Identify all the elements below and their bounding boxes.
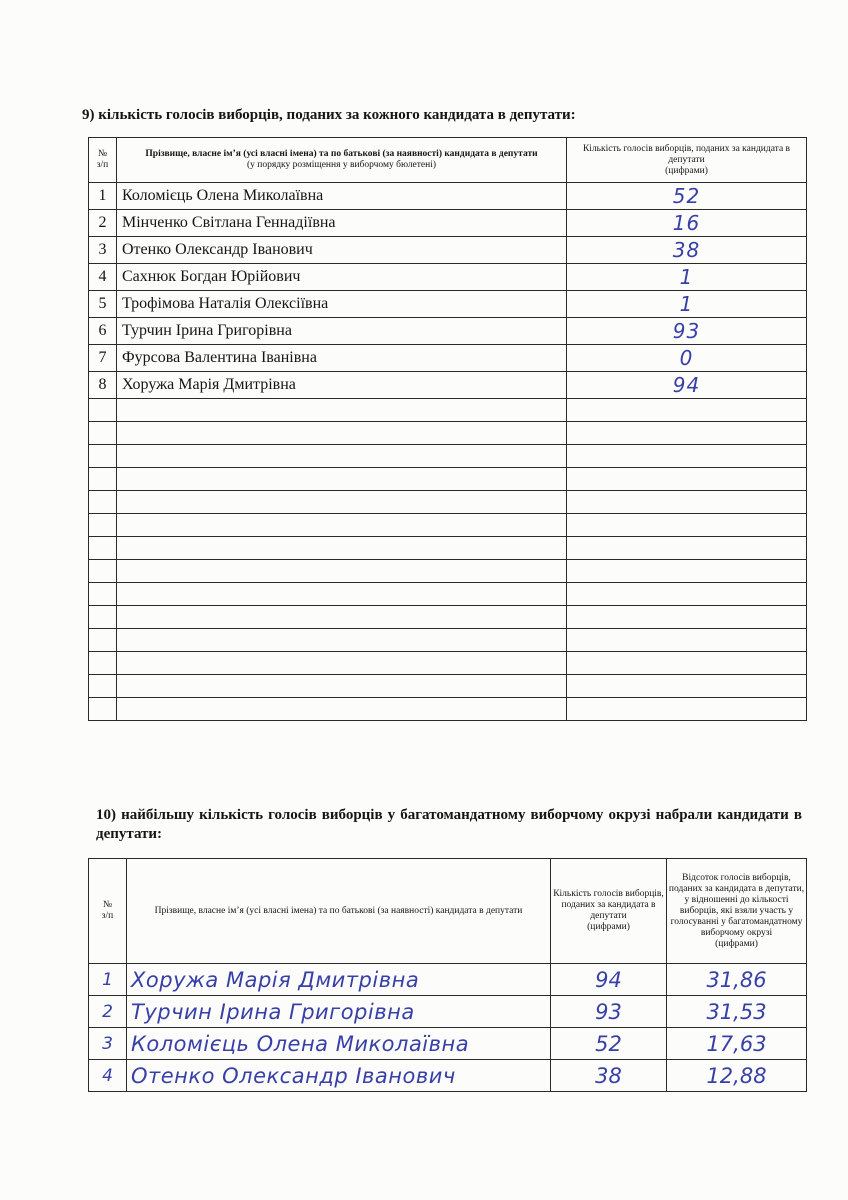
empty-table-row [89,491,807,514]
empty-cell [89,468,117,491]
empty-table-row [89,514,807,537]
table-row [89,264,807,291]
empty-cell [567,468,807,491]
row-number: 1 [89,964,127,996]
table-header-row [89,138,807,183]
row-number: 3 [89,237,117,264]
candidate-name: Турчин Ірина Григорівна [127,996,551,1028]
candidate-name: Хоружа Марія Дмитрівна [127,964,551,996]
empty-cell [117,491,567,514]
empty-cell [89,652,117,675]
table-row [89,345,807,372]
candidate-votes: 16 [567,210,807,237]
candidate-name: Коломієць Олена Миколаївна [127,1028,551,1060]
empty-cell [567,399,807,422]
votes-per-candidate-table [88,137,807,721]
col-name-header-title: Прізвище, власне ім’я (усі власні імена) та по батькові (за наявності) кандидата в депутати [154,905,523,916]
candidate-name: Отенко Олександр Іванович [117,237,567,264]
empty-cell [89,537,117,560]
col-percent-header-note: (цифрами) [715,938,758,949]
row-number: 5 [89,291,117,318]
empty-cell [89,422,117,445]
empty-table-row [89,445,807,468]
empty-cell [567,445,807,468]
col-votes-header [567,138,807,183]
empty-table-row [89,606,807,629]
row-number: 6 [89,318,117,345]
table-row [89,210,807,237]
empty-cell [117,583,567,606]
empty-cell [117,445,567,468]
empty-cell [567,422,807,445]
row-number: 2 [89,996,127,1028]
empty-cell [117,652,567,675]
empty-cell [117,514,567,537]
empty-cell [567,537,807,560]
col-votes-header [551,859,667,964]
empty-cell [89,675,117,698]
empty-table-row [89,468,807,491]
candidate-votes: 38 [551,1060,667,1092]
col-num-header: № з/п [89,138,117,183]
empty-cell [117,629,567,652]
candidate-name: Фурсова Валентина Іванівна [117,345,567,372]
col-percent-header [667,859,807,964]
empty-cell [567,514,807,537]
candidate-votes: 94 [551,964,667,996]
empty-cell [117,698,567,721]
candidate-name: Хоружа Марія Дмитрівна [117,372,567,399]
col-votes-header-note: (цифрами) [665,165,708,176]
candidate-votes: 1 [567,291,807,318]
candidate-name: Коломієць Олена Миколаївна [117,183,567,210]
candidate-percent: 12,88 [667,1060,807,1092]
empty-table-row [89,422,807,445]
empty-cell [89,583,117,606]
empty-cell [89,629,117,652]
col-name-header [127,859,551,964]
table-header-row [89,859,807,964]
candidate-votes: 52 [567,183,807,210]
empty-cell [117,606,567,629]
empty-table-row [89,698,807,721]
empty-cell [89,698,117,721]
candidate-percent: 31,53 [667,996,807,1028]
table-row [89,237,807,264]
empty-cell [89,606,117,629]
candidate-name: Отенко Олександр Іванович [127,1060,551,1092]
empty-table-row [89,675,807,698]
candidate-name: Турчин Ірина Григорівна [117,318,567,345]
col-votes-header-title: Кількість голосів виборців, поданих за кандидата в депутати [582,143,791,165]
row-number: 8 [89,372,117,399]
candidate-percent: 31,86 [667,964,807,996]
col-name-header-title: Прізвище, власне ім’я (усі власні імена) та по батькові (за наявності) кандидата в депутати [145,149,538,159]
row-number: 7 [89,345,117,372]
row-number: 3 [89,1028,127,1060]
candidate-votes: 94 [567,372,807,399]
empty-cell [117,468,567,491]
empty-table-row [89,652,807,675]
empty-cell [567,698,807,721]
col-percent-header-title: Відсоток голосів виборців, поданих за кандидата в депутати, у відношенні до кількості виборців, які взяли участь у голосуванні у багатомандатному виборчому окрузі [668,872,805,938]
candidate-votes: 52 [551,1028,667,1060]
empty-table-row [89,537,807,560]
empty-cell [117,675,567,698]
empty-cell [117,399,567,422]
empty-cell [567,652,807,675]
section9-heading: 9) кількість голосів виборців, поданих за кожного кандидата в депутати: [82,107,576,123]
empty-cell [89,399,117,422]
col-name-header-note: (у порядку розміщення у виборчому бюлетені) [246,160,437,170]
candidate-votes: 0 [567,345,807,372]
row-number: 1 [89,183,117,210]
candidate-votes: 1 [567,264,807,291]
table-row [89,964,807,996]
empty-cell [89,445,117,468]
empty-cell [567,583,807,606]
empty-cell [567,675,807,698]
empty-cell [567,629,807,652]
table-row [89,183,807,210]
table-row [89,372,807,399]
empty-cell [567,491,807,514]
row-number: 2 [89,210,117,237]
table-row [89,291,807,318]
row-number: 4 [89,264,117,291]
empty-cell [89,560,117,583]
empty-cell [117,537,567,560]
candidate-name: Сахнюк Богдан Юрійович [117,264,567,291]
empty-cell [89,491,117,514]
col-votes-header-title: Кількість голосів виборців, поданих за кандидата в депутати [553,889,664,921]
empty-table-row [89,560,807,583]
section10-heading: 10) найбільшу кількість голосів виборців у багатомандатному виборчому окрузі набрали кандидати в депутати: [96,807,802,842]
candidate-name: Мінченко Світлана Геннадіївна [117,210,567,237]
empty-cell [117,422,567,445]
empty-table-row [89,629,807,652]
empty-cell [89,514,117,537]
table-row [89,996,807,1028]
empty-cell [567,606,807,629]
empty-table-row [89,399,807,422]
table-row [89,1060,807,1092]
candidate-votes: 38 [567,237,807,264]
empty-table-row [89,583,807,606]
col-votes-header-note: (цифрами) [587,922,630,932]
table-row [89,1028,807,1060]
candidate-votes: 93 [567,318,807,345]
top-candidates-table [88,858,807,1092]
candidate-percent: 17,63 [667,1028,807,1060]
empty-cell [117,560,567,583]
candidate-votes: 93 [551,996,667,1028]
candidate-name: Трофімова Наталія Олексіївна [117,291,567,318]
col-name-header [117,138,567,183]
col-num-header: № з/п [89,859,127,964]
row-number: 4 [89,1060,127,1092]
table-row [89,318,807,345]
empty-cell [567,560,807,583]
